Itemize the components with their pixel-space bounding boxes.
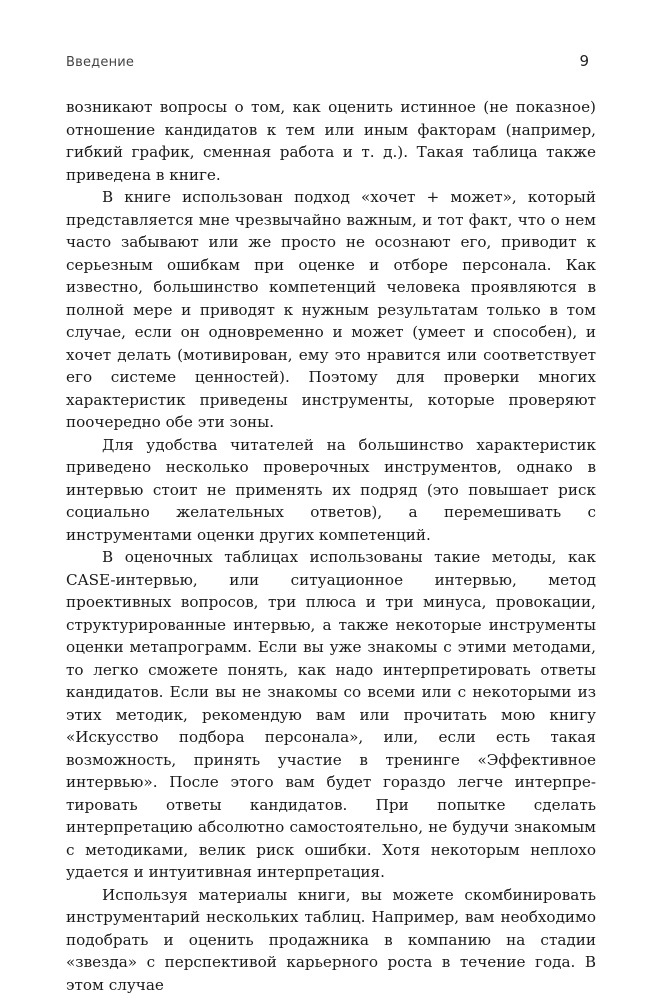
page-body bbox=[66, 96, 596, 996]
paragraph-3: Для удобства читателей на большинство характеристик приведено несколько проверочных инструментов, однако в интервью стоит не применять их подряд (это повышает риск социально желательных ответов), а перемешивать с инструментами оценки других компетенций. bbox=[66, 435, 596, 544]
page-number: 9 bbox=[579, 52, 589, 70]
paragraph-1: возникают вопросы о том, как оценить истинное (не показное) отношение кандидатов к тем или иным факторам (например, гибкий график, сменная работа и т. д.). Такая таблица также приведена в книге. bbox=[66, 98, 596, 184]
running-header bbox=[66, 52, 589, 76]
section-title: Введение bbox=[66, 55, 135, 70]
paragraph-5: Используя материалы книги, вы можете скомбинировать инструментарий нескольких таблиц. Например, вам необходимо подобрать и оценить продажника в компанию на стадии «звезда» с перспективой карьерного роста в течение года. В этом случае bbox=[66, 885, 596, 994]
paragraph-4: В оценочных таблицах использованы такие методы, как CASE-интервью, или ситуационное интервью, метод проективных вопросов, три плюса и три минуса, провокации, структурированные интервью, а также некоторые инструменты оценки метапрограмм. Если вы уже знакомы с этими методами, то легко сможете понять, как надо интерпретировать ответы кандидатов. Если вы не знакомы со всеми или с некоторыми из этих методик, рекомендую вам или прочитать мою книгу «Искусство подбора персонала», или, если есть такая возможность, принять участие в тренинге «Эффективное интервью». После этого вам будет гораздо легче интерпретировать ответы кандидатов. При попытке сделать интерпретацию абсолютно самостоятельно, не будучи знакомым с методиками, велик риск ошибки. Хотя некоторым неплохо удается и интуитивная интерпретация. bbox=[66, 548, 596, 881]
paragraph-2: В книге использован подход «хочет + может», который представляется мне чрезвычайно важным, и тот факт, что о нем часто забывают или же просто не осознают его, приводит к серьезным ошибкам при оценке и отборе персонала. Как известно, большинство компетенций человека проявляются в полной мере и приводят к нужным результатам только в том случае, если он одновременно и может (умеет и способен), и хочет делать (мотивирован, ему это нравится или соответствует его системе ценностей). Поэтому для проверки многих характеристик приведены инструменты, которые проверяют поочередно обе эти зоны. bbox=[66, 188, 596, 431]
